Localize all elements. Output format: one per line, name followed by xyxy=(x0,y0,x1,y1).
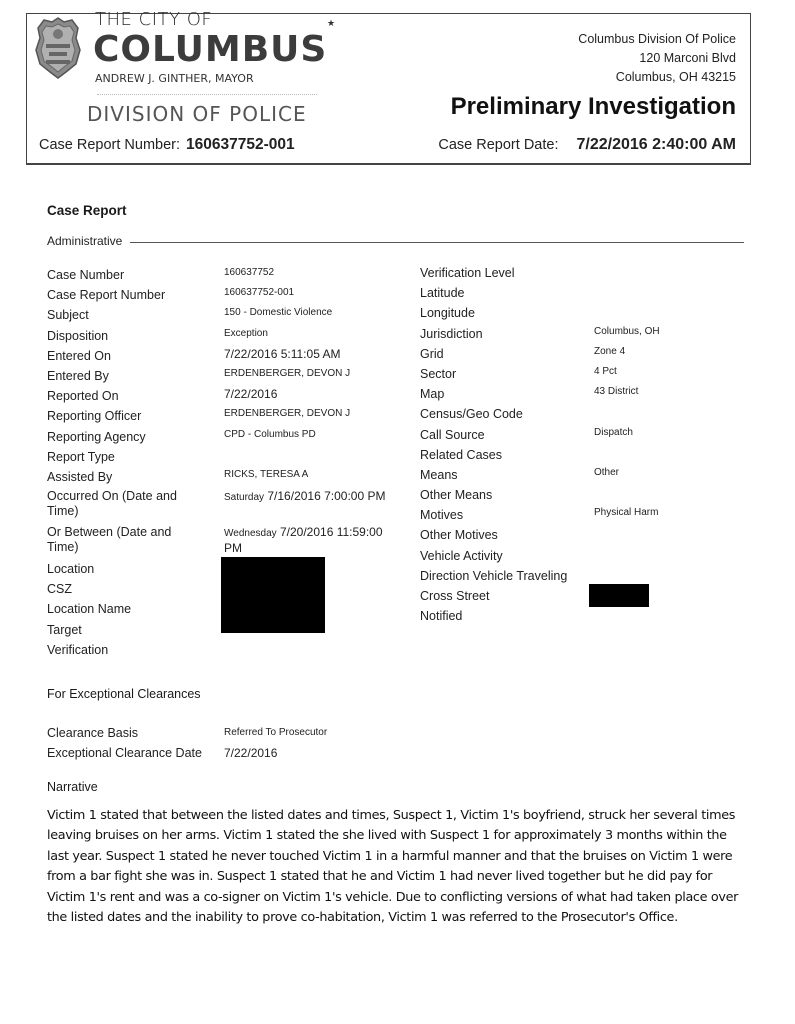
field-row xyxy=(420,606,780,626)
date-time: 7/20/2016 11:59:00 PM xyxy=(224,525,383,556)
field-label: Disposition xyxy=(47,328,109,343)
field-label: Clearance Basis xyxy=(47,726,139,740)
field-value xyxy=(224,489,394,505)
address-line: Columbus Division Of Police xyxy=(578,32,736,46)
field-value: Other xyxy=(594,466,620,478)
field-value: 7/22/2016 xyxy=(224,387,278,402)
field-row xyxy=(420,485,780,505)
field-label: Case Report Number xyxy=(47,288,166,303)
field-label: Map xyxy=(420,387,445,402)
division-title: DIVISION OF POLICE xyxy=(87,102,307,126)
field-label: Direction Vehicle Traveling xyxy=(420,568,568,583)
right-field-list xyxy=(420,263,780,626)
field-value: 160637752-001 xyxy=(224,287,295,299)
divider xyxy=(97,94,317,95)
field-label: Or Between (Date and Time) xyxy=(47,525,172,555)
field-row xyxy=(420,344,780,364)
field-label: Cross Street xyxy=(420,589,490,603)
field-row xyxy=(47,386,407,406)
field-label: Reported On xyxy=(47,389,119,404)
field-label: Verification xyxy=(47,642,109,657)
exceptional-clearances-title: For Exceptional Clearances xyxy=(47,687,201,701)
field-value: RICKS, TERESA A xyxy=(224,468,309,480)
city-name-logo: COLUMBUS xyxy=(93,29,328,70)
field-row xyxy=(420,303,780,323)
field-value: ERDENBERGER, DEVON J xyxy=(224,408,351,420)
address-line: 120 Marconi Blvd xyxy=(639,51,736,65)
field-value: 150 - Domestic Violence xyxy=(224,307,333,319)
field-label: Target xyxy=(47,622,82,637)
police-badge-icon xyxy=(34,16,82,80)
field-value: Physical Harm xyxy=(594,507,659,519)
field-label: Location Name xyxy=(47,602,132,617)
field-label: Entered On xyxy=(47,348,111,363)
field-label: CSZ xyxy=(47,582,72,597)
narrative-text: Victim 1 stated that between the listed dates and times, Suspect 1, Victim 1's boyfriend, struck her several times leaving bruises on her arms. Victim 1 stated the she lived with Suspect 1 for approximately 3 months within the last year. Suspect 1 stated he never touched Victim 1 in a harmful manner and that the bruises on Victim 1 were from a bar fight she was in. Suspect 1 stated that he and Victim 1 had never lived together but he did pay for Victim 1's rent and was a co-signer on Victim 1's vehicle. Due to conflicting versions of what had taken place over the listed dates and the inability to prove co-habitation, Victim 1 was referred to the Prosecutor's Office. xyxy=(47,808,738,926)
report-header xyxy=(26,9,751,165)
field-label: Entered By xyxy=(47,368,109,383)
case-report-date-value: 7/22/2016 2:40:00 AM xyxy=(576,136,736,153)
field-label: Subject xyxy=(47,308,89,323)
field-row xyxy=(420,445,780,465)
field-row xyxy=(47,640,407,660)
field-row xyxy=(420,404,780,424)
field-label: Reporting Officer xyxy=(47,409,142,424)
field-value: Columbus, OH xyxy=(594,325,660,337)
field-value: ERDENBERGER, DEVON J xyxy=(224,367,351,379)
field-row xyxy=(420,324,780,344)
field-label: Case Number xyxy=(47,268,125,282)
field-value: 160637752 xyxy=(224,267,275,278)
field-label: Occurred On (Date and Time) xyxy=(47,489,177,519)
field-label: Means xyxy=(420,467,458,482)
field-row xyxy=(47,305,407,325)
field-label: Jurisdiction xyxy=(420,326,483,341)
field-label: Sector xyxy=(420,366,457,381)
field-row xyxy=(47,523,407,559)
address-line: Columbus, OH 43215 xyxy=(615,70,736,84)
case-report-date xyxy=(438,135,736,155)
field-label: Verification Level xyxy=(420,266,515,280)
date-time: 7/16/2016 7:00:00 PM xyxy=(267,489,386,504)
field-value: Zone 4 xyxy=(594,345,626,357)
case-report-number-value: 160637752-001 xyxy=(186,136,295,153)
mayor-name: ANDREW J. GINTHER, MAYOR xyxy=(95,72,254,85)
field-value: 7/22/2016 5:11:05 AM xyxy=(224,346,341,361)
case-report-date-label: Case Report Date: xyxy=(438,137,559,153)
case-report-number-label: Case Report Number: xyxy=(39,137,181,153)
field-row xyxy=(420,546,780,566)
agency-address xyxy=(578,30,736,87)
field-value: 4 Pct xyxy=(594,365,617,377)
field-row xyxy=(47,285,407,305)
field-row xyxy=(420,465,780,485)
field-row xyxy=(47,427,407,447)
narrative-title: Narrative xyxy=(47,780,98,794)
field-value: Dispatch xyxy=(594,426,633,438)
field-value: 43 District xyxy=(594,386,639,398)
redaction-block xyxy=(589,584,649,607)
field-label: Motives xyxy=(420,508,464,523)
field-row xyxy=(47,366,407,386)
field-label: Notified xyxy=(420,609,463,624)
field-label: Report Type xyxy=(47,449,115,464)
report-title: Preliminary Investigation xyxy=(450,93,736,120)
field-label: Related Cases xyxy=(420,447,502,462)
field-value: 7/22/2016 xyxy=(224,746,278,761)
field-row xyxy=(420,505,780,525)
field-row xyxy=(420,525,780,545)
field-label: Assisted By xyxy=(47,469,113,484)
field-label: Grid xyxy=(420,346,444,361)
field-value: CPD - Columbus PD xyxy=(224,428,316,440)
administrative-label: Administrative xyxy=(47,234,123,248)
field-row xyxy=(47,447,407,467)
star-icon: ★ xyxy=(327,18,336,28)
field-label: Census/Geo Code xyxy=(420,407,523,422)
field-row xyxy=(47,487,407,523)
field-row xyxy=(47,467,407,487)
field-row xyxy=(47,406,407,426)
field-row xyxy=(420,283,780,303)
day-of-week: Wednesday xyxy=(224,528,277,540)
section-title: Case Report xyxy=(47,203,127,218)
field-row xyxy=(47,326,407,346)
field-row xyxy=(47,346,407,366)
field-row xyxy=(47,265,407,285)
field-label: Reporting Agency xyxy=(47,429,146,444)
field-label: Call Source xyxy=(420,427,485,442)
administrative-heading xyxy=(47,234,744,248)
field-label: Location xyxy=(47,562,95,577)
field-row xyxy=(420,384,780,404)
field-value xyxy=(224,525,394,556)
field-label: Other Motives xyxy=(420,528,498,543)
field-value: Exception xyxy=(224,327,268,339)
redaction-block xyxy=(221,557,325,633)
field-row xyxy=(420,425,780,445)
field-row xyxy=(420,263,780,283)
field-row xyxy=(420,566,780,586)
field-label: Longitude xyxy=(420,306,475,321)
field-label: Other Means xyxy=(420,488,493,503)
city-of-text: THE CITY OF xyxy=(95,9,213,30)
field-value: Referred To Prosecutor xyxy=(224,727,328,738)
day-of-week: Saturday xyxy=(224,492,265,504)
field-label: Vehicle Activity xyxy=(420,548,503,563)
field-row xyxy=(420,364,780,384)
field-label: Latitude xyxy=(420,286,465,301)
field-label: Exceptional Clearance Date xyxy=(47,746,202,761)
case-report-number xyxy=(39,135,295,155)
divider xyxy=(130,242,744,243)
